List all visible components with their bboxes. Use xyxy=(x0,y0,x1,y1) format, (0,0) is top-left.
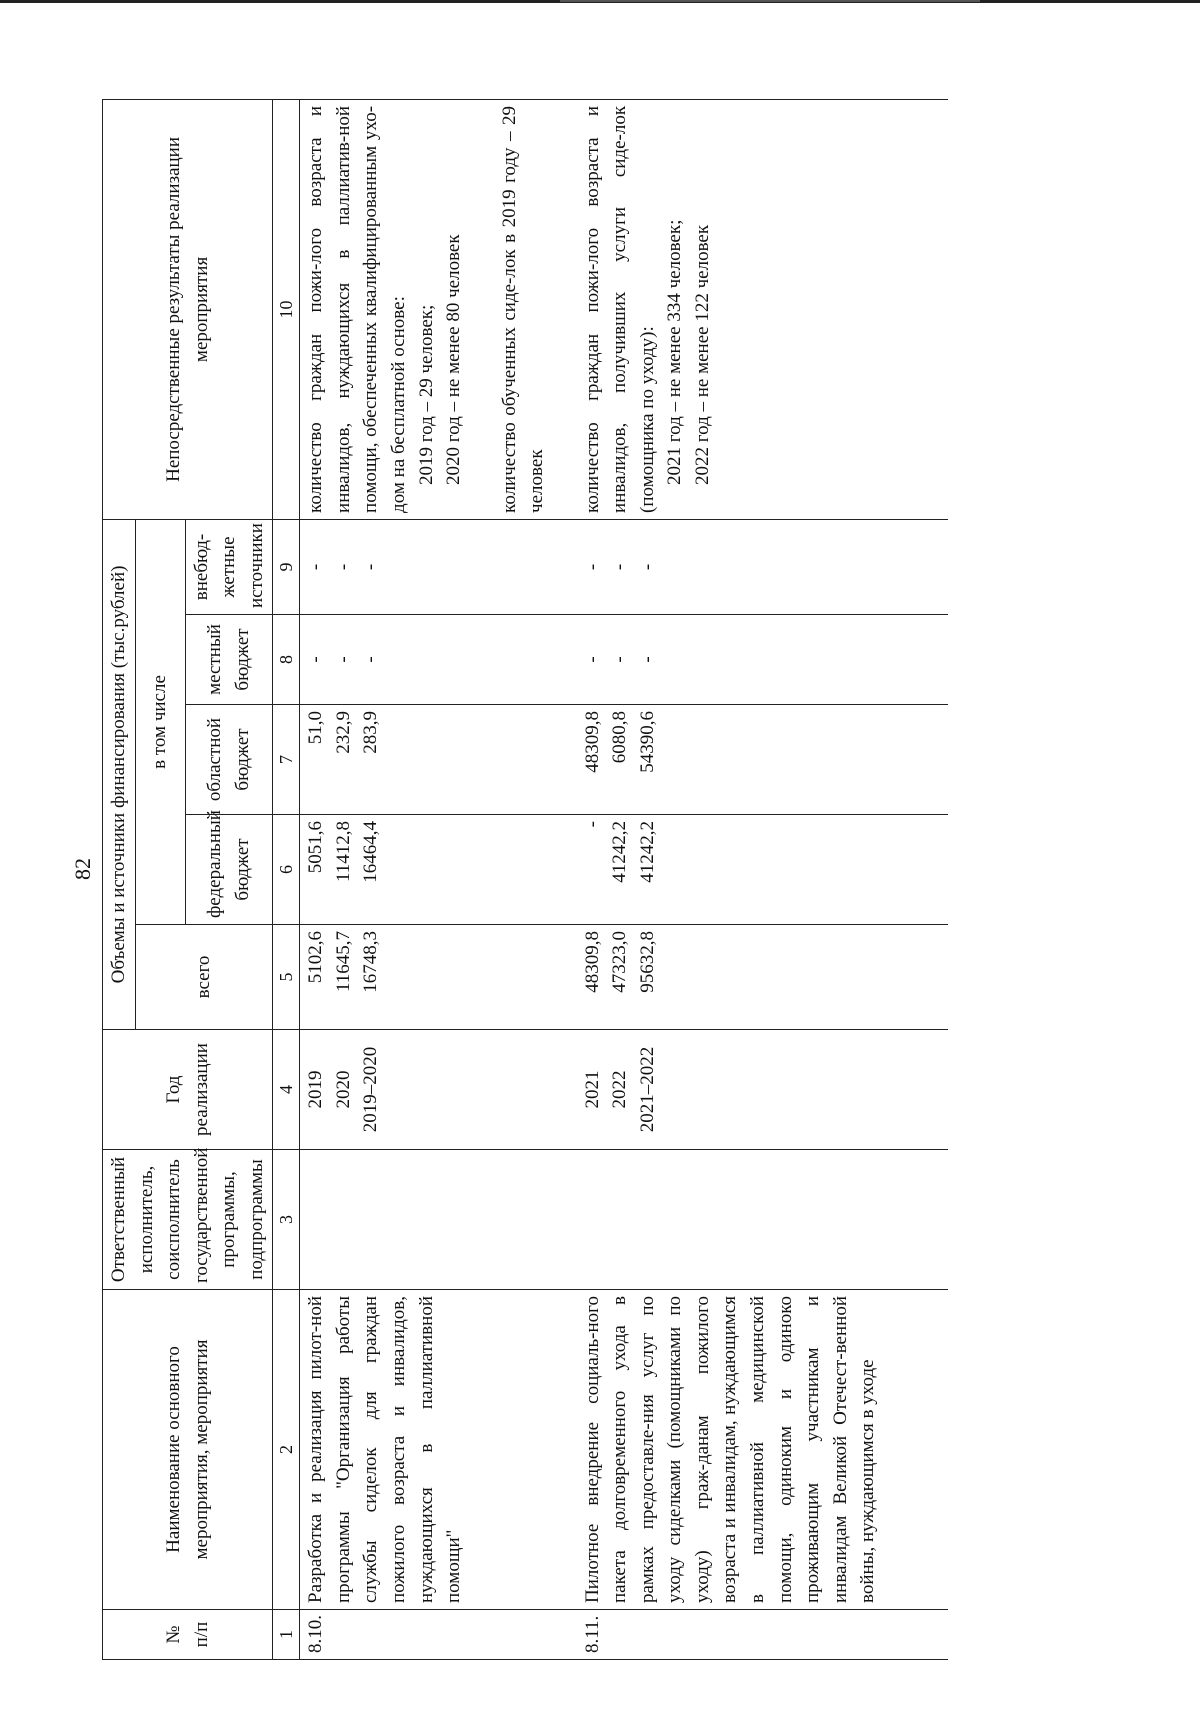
local-funding: - - - xyxy=(553,615,884,705)
regional-funding: 48309,8 6080,8 54390,6 xyxy=(553,705,884,815)
result-line: количество обученных сиде-лок в 2019 году – 29 человек xyxy=(498,105,548,513)
executor xyxy=(553,1150,884,1290)
header-federal: федеральный бюджет xyxy=(185,815,273,925)
years: 2019 2020 2019–2020 xyxy=(300,1030,553,1150)
table-spacer xyxy=(884,815,949,925)
result-line: 2021 год – не менее 334 человек; xyxy=(664,219,686,485)
table-spacer xyxy=(884,705,949,815)
federal-funding: 5051,6 11412,8 16464,4 xyxy=(300,815,553,925)
result-line: 2022 год – не менее 122 человек xyxy=(691,224,713,485)
total-funding: 48309,8 47323,0 95632,8 xyxy=(553,925,884,1030)
table-spacer xyxy=(884,1030,949,1150)
header-results: Непосредственные результаты реализации мероприятия xyxy=(103,99,273,519)
column-number: 9 xyxy=(273,519,300,614)
column-number: 2 xyxy=(273,1290,300,1610)
result-line: количество граждан пожи-лого возраста и инвалидов, получивших услуги сиде-лок (помощника по уходу): xyxy=(581,105,658,513)
top-edge-line-secondary xyxy=(560,0,980,2)
activity-name: Пилотное внедрение социаль-ного пакета долговременного ухода в рамках предоставле-ния услуг по уходу сиделками (помощниками по уходу) граж-данам пожилого возраста и инвалидам, нуждающимся в паллиативной медицинской помощи, одиноким и одиноко проживающим участникам и инвалидам Великой Отечест-венной войны, нуждающимся в уходе xyxy=(553,1290,884,1610)
result-line: 2020 год – не менее 80 человек xyxy=(443,234,465,485)
column-number: 5 xyxy=(273,925,300,1030)
column-number: 8 xyxy=(273,615,300,705)
table-spacer xyxy=(884,615,949,705)
extrabudget-funding: - - - xyxy=(300,519,553,614)
header-extrabudget: внебюд-жетные источники xyxy=(185,519,273,614)
table-spacer xyxy=(884,1150,949,1290)
results xyxy=(300,99,553,519)
result-line: количество граждан пожи-лого возраста и инвалидов, нуждающихся в паллиатив-ной помощи, обеспеченных квалифицированным ухо-дом на бесплатной основе: xyxy=(305,105,410,513)
column-number: 7 xyxy=(273,705,300,815)
table-spacer xyxy=(884,1610,949,1660)
column-number: 1 xyxy=(273,1610,300,1660)
federal-funding: - 41242,2 41242,2 xyxy=(553,815,884,925)
regional-funding: 51,0 232,9 283,9 xyxy=(300,705,553,815)
header-number: № п/п xyxy=(103,1610,273,1660)
header-including: в том числе xyxy=(135,519,185,924)
extrabudget-funding: - - - xyxy=(553,519,884,614)
table-spacer xyxy=(884,925,949,1030)
table-spacer xyxy=(884,99,949,519)
executor xyxy=(300,1150,553,1290)
column-number: 10 xyxy=(273,99,300,519)
years: 2021 2022 2021–2022 xyxy=(553,1030,884,1150)
column-number-row xyxy=(273,99,300,1659)
column-number: 6 xyxy=(273,815,300,925)
local-funding: - - - xyxy=(300,615,553,705)
rotated-table-sheet xyxy=(102,100,1192,1660)
column-number: 3 xyxy=(273,1150,300,1290)
row-number: 8.11. xyxy=(553,1610,884,1660)
table-row xyxy=(553,99,884,1659)
program-activities-table xyxy=(102,99,949,1660)
row-number: 8.10. xyxy=(300,1610,553,1660)
column-number: 4 xyxy=(273,1030,300,1150)
header-executor: Ответственный исполнитель, соисполнитель государственной программы, подпрограммы xyxy=(103,1150,273,1290)
table-bottom-row xyxy=(884,99,949,1659)
header-year: Год реализации xyxy=(103,1030,273,1150)
table-row xyxy=(300,99,553,1659)
header-total: всего xyxy=(135,925,273,1030)
header-activity-name: Наименование основного мероприятия, мероприятия xyxy=(103,1290,273,1610)
page-number: 82 xyxy=(70,858,95,880)
table-spacer xyxy=(884,519,949,614)
total-funding: 5102,6 11645,7 16748,3 xyxy=(300,925,553,1030)
result-line: 2019 год – 29 человек; xyxy=(415,304,437,485)
header-local: местный бюджет xyxy=(185,615,273,705)
activity-name: Разработка и реализация пилот-ной программы "Организация работы службы сиделок для граждан пожилого возраста и инвалидов, нуждающихся в паллиативной помощи" xyxy=(300,1290,553,1610)
header-funding: Объемы и источники финансирования (тыс.рублей) xyxy=(103,519,136,1029)
results xyxy=(553,99,884,519)
result-gap xyxy=(468,106,496,513)
header-regional: областной бюджет xyxy=(185,705,273,815)
table-spacer xyxy=(884,1290,949,1610)
